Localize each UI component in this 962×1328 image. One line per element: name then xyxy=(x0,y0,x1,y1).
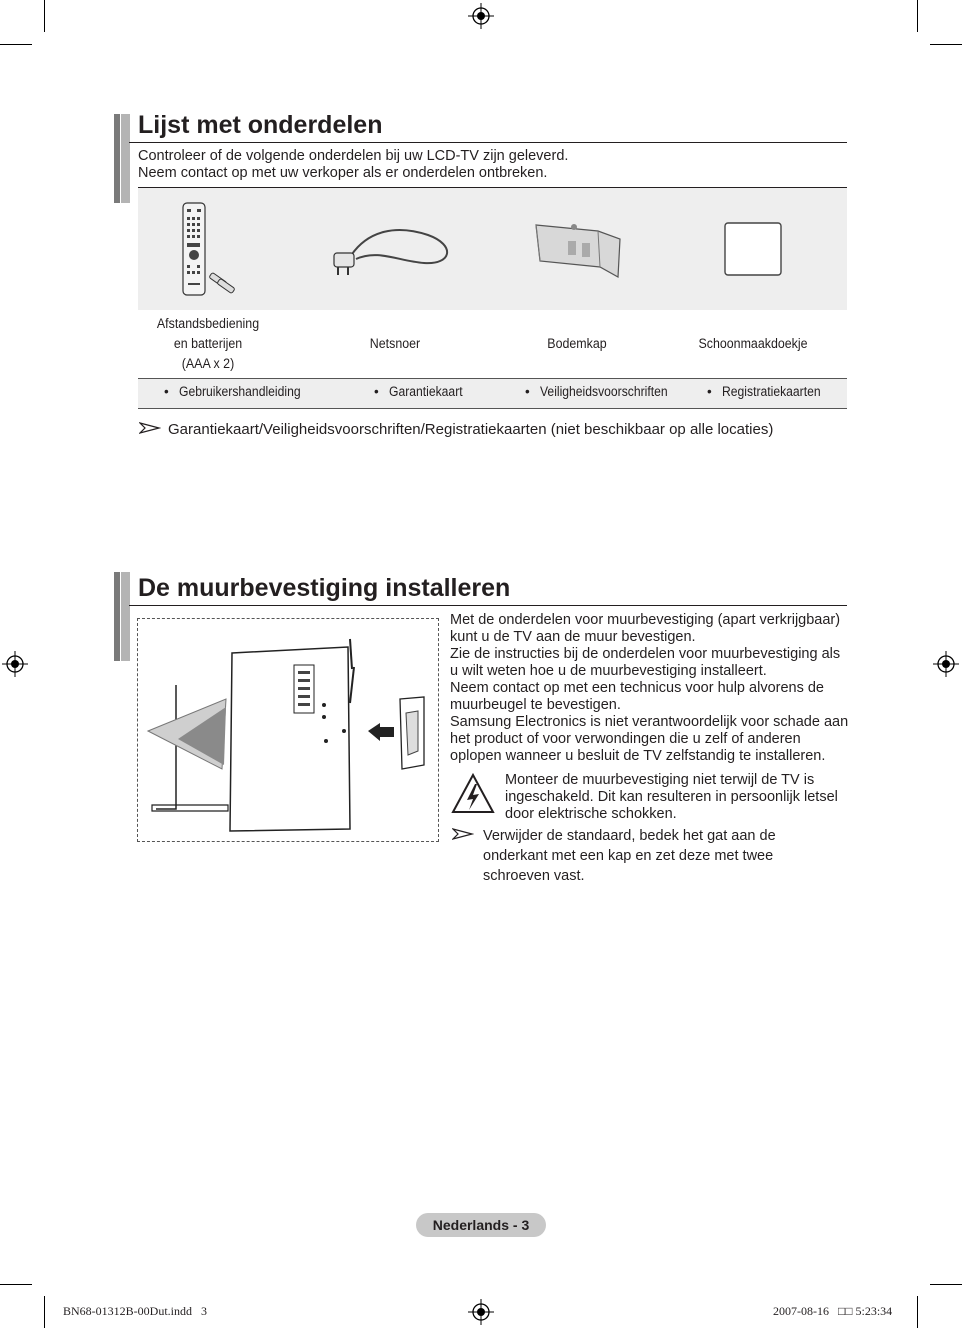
part-label-line: Schoonmaakdoekje xyxy=(698,336,808,351)
part-label-line: Afstandsbediening xyxy=(156,316,260,331)
registration-mark-icon xyxy=(468,1299,494,1325)
part-label-bottom-cover xyxy=(526,334,627,354)
part-image-bottom-cover xyxy=(508,188,648,310)
part-label-power-cord xyxy=(344,334,445,354)
section-marker xyxy=(114,114,120,203)
part-label-cleaning-cloth xyxy=(689,334,818,354)
registration-mark-icon xyxy=(933,651,959,677)
crop-mark xyxy=(0,1284,32,1285)
registration-mark-icon xyxy=(468,3,494,29)
part-label-line: Bodemkap xyxy=(547,336,607,351)
wall-mount-warning: Monteer de muurbevestiging niet terwijl de TV is ingeschakeld. Dit kan resulteren in persoonlijk letsel door elektrische schokken. xyxy=(505,772,838,822)
section-marker xyxy=(121,572,130,661)
part-image-cleaning-cloth xyxy=(688,188,818,310)
note-arrow-icon xyxy=(452,828,474,840)
availability-note: Garantiekaart/Veiligheidsvoorschriften/Registratiekaarten (niet beschikbaar op alle locaties) xyxy=(168,421,774,438)
accessories-list xyxy=(138,378,847,409)
crop-mark xyxy=(930,1284,962,1285)
electric-shock-warning-icon xyxy=(450,772,496,816)
section-title-wall-mount: De muurbevestiging installeren xyxy=(138,574,511,602)
crop-mark xyxy=(44,1296,45,1328)
paragraph: Samsung Electronics is niet verantwoordelijk voor schade aan het product of voor verwondingen die u zelf of anderen oplopen wanneer u besluit de TV zelfstandig te installeren. xyxy=(450,714,849,764)
note-arrow-icon xyxy=(139,422,161,434)
accessory-label: Gebruikershandleiding xyxy=(178,384,301,399)
print-slug-file: BN68-01312B-00Dut.indd 3 xyxy=(63,1304,207,1318)
accessory-label: Veiligheidsvoorschriften xyxy=(539,384,668,399)
list-item: • Garantiekaart xyxy=(374,384,463,399)
title-rule xyxy=(129,142,847,143)
stand-removal-note: Verwijder de standaard, bedek het gat aan de onderkant met een kap en zet deze met twee schroeven vast. xyxy=(483,828,776,884)
remote-control-icon xyxy=(173,199,243,299)
intro-line: Controleer of de volgende onderdelen bij uw LCD-TV zijn geleverd. xyxy=(138,148,569,164)
part-label-remote xyxy=(153,314,263,374)
title-rule xyxy=(129,605,847,606)
crop-mark xyxy=(917,1296,918,1328)
crop-mark xyxy=(0,44,32,45)
bottom-cover-icon xyxy=(528,217,628,281)
registration-mark-icon xyxy=(2,651,28,677)
power-cord-icon xyxy=(328,219,458,279)
section-marker xyxy=(114,572,120,661)
page-number-badge: Nederlands - 3 xyxy=(416,1213,546,1237)
section-title-parts: Lijst met onderdelen xyxy=(138,111,383,139)
crop-mark xyxy=(930,44,962,45)
part-label-line: (AAA x 2) xyxy=(181,356,235,371)
cleaning-cloth-icon xyxy=(721,219,785,279)
crop-mark xyxy=(44,0,45,32)
part-label-line: en batterijen xyxy=(173,336,243,351)
wall-mount-illustration xyxy=(137,618,439,842)
paragraph: Neem contact op met een technicus voor hulp alvorens de muurbeugel te bevestigen. xyxy=(450,680,824,713)
crop-mark xyxy=(917,0,918,32)
tv-wall-mount-icon xyxy=(138,619,438,841)
print-slug-date: 2007-08-16 □□ 5:23:34 xyxy=(773,1304,893,1318)
section-marker xyxy=(121,114,130,203)
accessory-label: Garantiekaart xyxy=(388,384,463,399)
parts-image-panel xyxy=(138,188,847,310)
list-item: • Gebruikershandleiding xyxy=(164,384,301,399)
part-image-power-cord xyxy=(318,188,468,310)
list-item: • Registratiekaarten xyxy=(707,384,821,399)
part-label-line: Netsnoer xyxy=(369,336,421,351)
part-image-remote xyxy=(138,188,278,310)
wall-mount-instructions xyxy=(450,612,850,765)
paragraph: Zie de instructies bij de onderdelen voor muurbevestiging als u wilt weten hoe u de muurbevestiging installeert. xyxy=(450,646,841,679)
parts-intro xyxy=(138,148,568,182)
paragraph: Met de onderdelen voor muurbevestiging (apart verkrijgbaar) kunt u de TV aan de muur bevestigen. xyxy=(450,612,841,645)
list-item: • Veiligheidsvoorschriften xyxy=(525,384,668,399)
accessory-label: Registratiekaarten xyxy=(721,384,821,399)
intro-line: Neem contact op met uw verkoper als er onderdelen ontbreken. xyxy=(138,165,548,181)
